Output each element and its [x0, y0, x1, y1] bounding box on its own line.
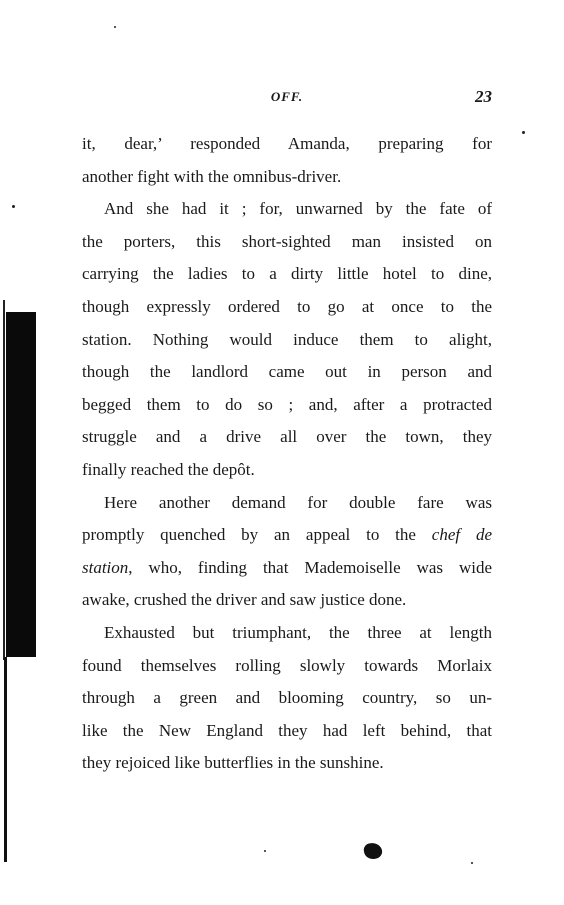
text-line: carrying the ladies to a dirty little hotel to dine,: [82, 264, 492, 284]
text-line: awake, crushed the driver and saw justice done.: [82, 590, 407, 610]
text-line: And she had it ; for, unwarned by the fate of: [104, 199, 492, 219]
dust-speck: [12, 205, 15, 208]
text-line: it, dear,’ responded Amanda, preparing for: [82, 134, 492, 153]
text-line: finally reached the depôt.: [82, 459, 255, 479]
binding-shadow: [6, 312, 36, 657]
text-line: station. Nothing would induce them to alight,: [82, 329, 492, 349]
text-line: the porters, this short-sighted man insisted on: [82, 231, 492, 251]
text-line: through a green and blooming country, so un-: [82, 688, 492, 708]
ink-blot-ornament: [363, 842, 383, 860]
text-line: Exhausted but triumphant, the three at length: [104, 622, 492, 642]
text-line: found themselves rolling slowly towards Morlaix: [82, 655, 492, 675]
dust-speck: [264, 850, 266, 852]
body-text: [82, 128, 492, 780]
text-line: like the New England they had left behind, that: [82, 720, 492, 740]
text-line: another fight with the omnibus-driver.: [82, 166, 342, 186]
text-line: they rejoiced like butterflies in the sunshine.: [82, 753, 384, 773]
text-line: though the landlord came out in person and: [82, 362, 492, 382]
text-line: struggle and a drive all over the town, they: [82, 427, 492, 447]
running-head: OFF.: [270, 89, 304, 104]
page-header: [82, 87, 492, 117]
dust-speck: [114, 26, 116, 28]
page-edge-shadow: [3, 300, 5, 660]
binding-edge-line: [4, 657, 7, 862]
text-line: station, who, finding that Mademoiselle was wide: [82, 557, 492, 577]
text-line: Here another demand for double fare was: [104, 492, 492, 512]
text-line: promptly quenched by an appeal to the chef de: [82, 525, 493, 545]
text-line: begged them to do so ; and, after a protracted: [82, 394, 492, 414]
dust-speck: [522, 131, 525, 134]
dust-speck: [471, 862, 473, 864]
page-number: 23: [475, 87, 492, 106]
text-line: though expressly ordered to go at once to the: [82, 296, 492, 316]
